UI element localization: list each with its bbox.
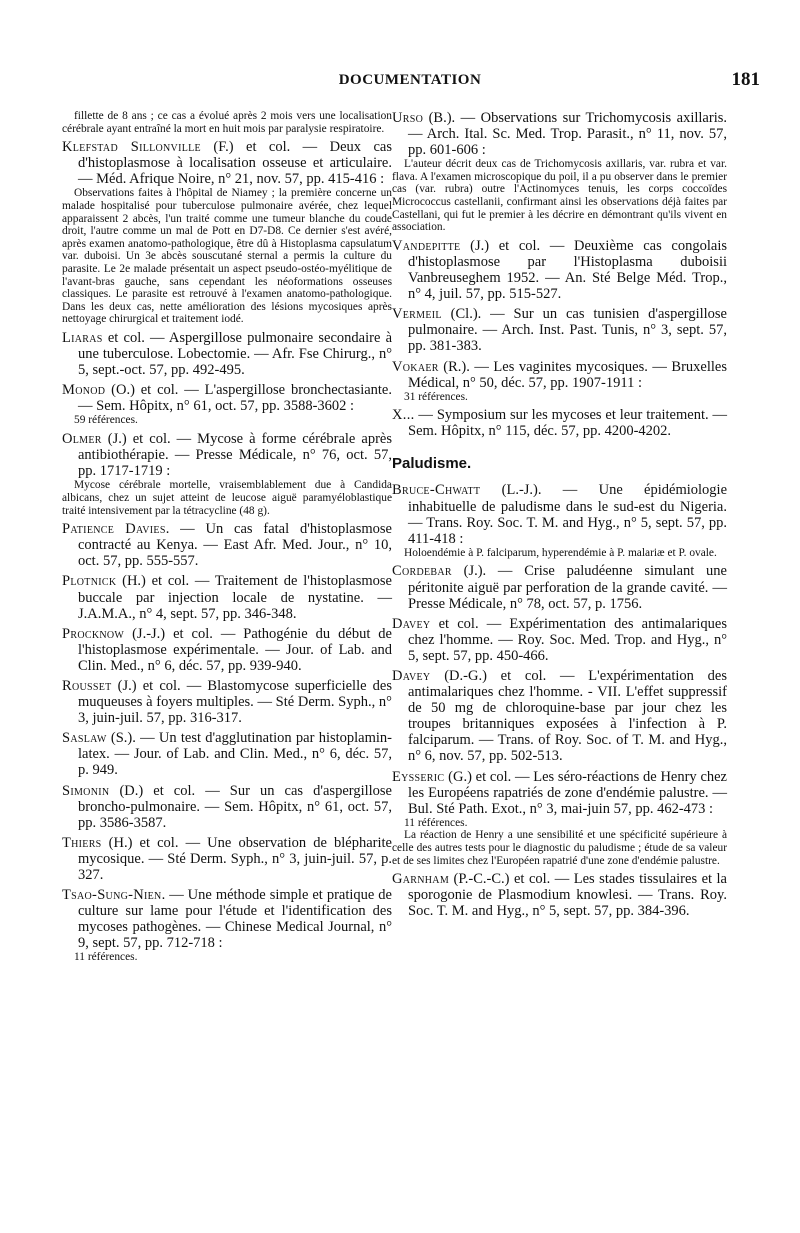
entry-citation [392, 359, 727, 391]
entry-reference-count: 59 références. [74, 414, 138, 427]
section-title: Paludisme. [392, 455, 472, 473]
entry-reference: (L.-J.). — Une épidémiologie inhabituelle de paludisme dans le sud-est du Nigeria. — Trans. Roy. Soc. T. M. and Hyg., n° 5, sept. 57, pp. 411-418 : [408, 482, 727, 547]
entry-reference: (G.) et col. — Les séro-réactions de Henry chez les Européens rapatriés de zone d'endémie palustre. — Bul. Sté Path. Exot., n° 3, mai-juin 57, pp. 462-473 : [408, 768, 727, 817]
entry-author: Procknow [62, 625, 125, 642]
entry-citation [392, 616, 727, 664]
entry-reference: (R.). — Les vaginites mycosiques. — Bruxelles Médical, n° 50, déc. 57, pp. 1907-1911 : [408, 358, 727, 391]
bibliography-entry [392, 306, 727, 354]
bibliography-entry [62, 330, 392, 378]
entry-citation [62, 730, 392, 778]
bibliography-entry [62, 431, 392, 517]
entry-author: Thiers [62, 834, 102, 851]
entry-author: Eysseric [392, 768, 445, 785]
entry-abstract: Observations faites à l'hôpital de Niamey ; la première concerne un malade hospitalisé pour tuberculose pulmonaire avérée, chez lequel apparaissent 2 abcès, l'un traité comme une tumeur blanche du coude droit, l'autre comme un mal de Pott en D7-D8. Ce dernier s'est avéré, après examen anatomo-pathologique, être dû à Histoplasma capsulatum var. duboisi. Un 3e abcès souscutané sternal a permis la culture du parasite. Le 2e malade présentait un aspect pseudo-ostéo-myélitique de l'avant-bras gauche, sans cependant les néoformations osseuses classiques. Le parasite est retrouvé à l'examen anatomo-pathologique. Dans les deux cas, nette amélioration des lésions mycosiques après nettoyage chirurgical et traitement iodé. [62, 187, 392, 326]
entry-author: Liaras [62, 330, 103, 346]
bibliography-entry [392, 238, 727, 302]
entry-citation [62, 678, 392, 726]
bibliography-entry [62, 678, 392, 726]
entry-author: Garnham [392, 871, 450, 888]
entry-citation [62, 783, 392, 831]
bibliography-entry [62, 783, 392, 831]
entry-citation [392, 306, 727, 354]
right-column [392, 110, 727, 924]
entry-reference: (D.-G.) et col. — L'expérimentation des antimalariques chez l'homme. - VII. L'effet suppressif de 50 mg de chloroquine-base par jour chez les troupes britanniques exposées à l'infection à P. falciparum. — Trans. of Roy. Soc. of T. M. and Hyg., n° 6, nov. 57, pp. 502-513. [408, 668, 727, 765]
entry-reference: (J.-J.) et col. — Pathogénie du début de l'histoplasmose expérimentale. — Jour. of Lab. and Clin. Med., n° 6, déc. 57, pp. 939-940. [78, 625, 392, 674]
entry-author: Davey [392, 668, 431, 684]
entry-citation [392, 668, 727, 765]
entry-reference: (J.) et col. — Mycose à forme cérébrale après antibiothérapie. — Presse Médicale, n° 76, oct. 57, pp. 1717-1719 : [78, 431, 392, 480]
entry-author: Klefstad Sillonville [62, 139, 201, 156]
entry-reference: (F.) et col. — Deux cas d'histoplasmose à localisation osseuse et articulaire. — Méd. Afrique Noire, n° 21, nov. 57, pp. 415-416 : [78, 139, 392, 188]
bibliography-entry [62, 573, 392, 621]
entry-reference: (J.). — Crise paludéenne simulant une péritonite aiguë par perforation de la grande cavité. — Presse Médicale, n° 78, oct. 57, p. 1756. [408, 563, 727, 612]
entry-citation [62, 382, 392, 414]
entry-citation [392, 482, 727, 546]
entry-reference: (O.) et col. — L'aspergillose bronchectasiante. — Sem. Hôpitx, n° 61, oct. 57, pp. 3588-3602 : [78, 382, 392, 415]
running-title: DOCUMENTATION [338, 72, 482, 88]
bibliography-entry [62, 382, 392, 427]
entry-citation [62, 626, 392, 674]
entry-reference: . — Un cas fatal d'histoplasmose contracté au Kenya. — East Afr. Med. Jour., n° 10, oct. 57, pp. 555-557. [78, 521, 392, 570]
entry-author: Olmer [62, 431, 102, 448]
bibliography-entry [392, 359, 727, 404]
bibliography-entry [62, 835, 392, 883]
entry-author: X... [392, 407, 415, 424]
entry-author: Monod [62, 382, 106, 399]
bibliography-entry [62, 626, 392, 674]
entry-citation [392, 871, 727, 919]
entry-reference: (H.) et col. — Traitement de l'histoplasmose buccale par injection locale de nystatine. — J.A.M.A., n° 4, sept. 57, pp. 346-348. [78, 573, 392, 622]
entry-citation [62, 330, 392, 378]
page-header [60, 69, 760, 96]
entry-reference: (J.) et col. — Blastomycose superficielle des muqueuses à foyers multiples. — Sté Derm. Syph., n° 3, juin-juil. 57, pp. 316-317. [78, 677, 392, 727]
entry-author: Vandepitte [392, 237, 461, 254]
bibliography-entry [62, 887, 392, 964]
entry-citation [62, 835, 392, 883]
entry-reference: . — Une méthode simple et pratique de culture sur lame pour l'étude et l'identification des mycoses pathogènes. — Chinese Medical Journal, n° 9, sept. 57, pp. 712-718 : [78, 887, 392, 952]
entry-author: Vokaer [392, 358, 439, 375]
entry-author: Saslaw [62, 730, 107, 747]
bibliography-entry [392, 407, 727, 439]
left-column [62, 110, 392, 968]
bibliography-entry [62, 521, 392, 569]
entry-abstract: La réaction de Henry a une sensibilité et une spécificité supérieure à celle des autres tests pour le diagnostic du paludisme ; étude de sa valeur et de ses limites chez l'Européen rapatrié d'une zone d'endémie palustre. [392, 829, 727, 867]
entry-continuation: fillette de 8 ans ; ce cas a évolué après 2 mois vers une localisation cérébrale ayant entraîné la mort en huit mois par paralysie respiratoire. [62, 110, 392, 135]
entry-author: Rousset [62, 677, 112, 694]
entry-reference: et col. — Aspergillose pulmonaire secondaire à une tuberculose. Lobectomie. — Afr. Fse Chirurg., n° 5, sept.-oct. 57, pp. 492-495. [78, 330, 392, 379]
entry-reference: (P.-C.-C.) et col. — Les stades tissulaires et la sporogonie de Plasmodium knowlesi. — Trans. Roy. Soc. T. M. and Hyg., n° 5, sept. 57, pp. 384-396. [408, 871, 727, 920]
bibliography-entry [392, 871, 727, 919]
entry-reference: (S.). — Un test d'agglutination par histoplamin-latex. — Jour. of Lab. and Clin. Med., n° 6, déc. 57, p. 949. [78, 730, 392, 779]
entry-citation [62, 139, 392, 187]
entry-author: Tsao-Sung-Nien [62, 887, 162, 904]
entry-reference-count: 11 références. [74, 951, 138, 964]
entry-citation [392, 238, 727, 302]
entry-author: Plotnick [62, 573, 117, 590]
bibliography-entry [392, 769, 727, 868]
entry-author: Bruce-Chwatt [392, 482, 481, 499]
bibliography-entry [392, 482, 727, 559]
entry-abstract: Holoendémie à P. falciparum, hyperendémie à P. malariæ et P. ovale. [404, 546, 717, 559]
bibliography-entry [62, 730, 392, 778]
entry-reference: — Symposium sur les mycoses et leur traitement. — Sem. Hôpitx, n° 115, déc. 57, pp. 4200-4202. [408, 407, 727, 440]
entry-citation [392, 110, 727, 158]
entry-author: Vermeil [392, 306, 442, 323]
entry-reference: (D.) et col. — Sur un cas d'aspergillose broncho-pulmonaire. — Sem. Hôpitx, n° 61, oct. 57, pp. 3586-3587. [78, 782, 392, 831]
entry-citation [392, 563, 727, 611]
entry-citation [62, 573, 392, 621]
bibliography-entry [392, 668, 727, 765]
bibliography-entry [392, 616, 727, 664]
entry-citation [62, 887, 392, 951]
entry-citation [392, 769, 727, 817]
entry-reference: (Cl.). — Sur un cas tunisien d'aspergillose pulmonaire. — Arch. Inst. Past. Tunis, n° 3, sept. 57, pp. 381-383. [408, 306, 727, 355]
entry-citation [62, 521, 392, 569]
bibliography-entry [62, 139, 392, 326]
entry-author: Patience Davies [62, 521, 166, 538]
entry-reference: (J.) et col. — Deuxième cas congolais d'histoplasmose par l'Histoplasma duboisii Vanbreuseghem 1952. — An. Sté Belge Méd. Trop., n° 4, juil. 57, pp. 515-527. [408, 237, 727, 303]
entry-reference: (H.) et col. — Une observation de blépharite mycosique. — Sté Derm. Syph., n° 3, juin-juil. 57, p. 327. [78, 834, 392, 883]
entry-author: Urso [392, 110, 424, 126]
bibliography-entry [62, 110, 392, 135]
entry-reference: (B.). — Observations sur Trichomycosis axillaris. — Arch. Ital. Sc. Med. Trop. Parasit., n° 11, nov. 57, pp. 601-606 : [408, 110, 727, 159]
entry-author: Cordebar [392, 563, 452, 580]
entry-citation [392, 407, 727, 439]
entry-abstract: Mycose cérébrale mortelle, vraisemblablement due à Candida albicans, chez un sujet atteint de leucose aiguë paramyéloblastique traité intensivement par la tétracycline (48 g). [62, 479, 392, 517]
page-number: 181 [731, 69, 760, 90]
entry-author: Davey [392, 615, 431, 632]
entry-reference-count: 11 références. [404, 816, 468, 829]
entry-abstract: L'auteur décrit deux cas de Trichomycosis axillaris, var. rubra et var. flava. A l'examen microscopique du poil, il a pu observer dans le premier cas (var. rubra) outre l'Actinomyces tenuis, les corps coccoïdes Micrococcus castellanii, confirmant ainsi les observations déjà faites par Castellani, qui fut le premier à les décrire en démontrant qu'ils vivent en association. [392, 158, 727, 234]
entry-citation [62, 431, 392, 479]
entry-reference: et col. — Expérimentation des antimalariques chez l'homme. — Roy. Soc. Med. Trop. and Hyg., n° 5, sept. 57, pp. 450-466. [408, 615, 727, 664]
bibliography-entry [392, 563, 727, 611]
bibliography-entry [392, 110, 727, 234]
entry-reference-count: 31 références. [404, 390, 468, 403]
entry-author: Simonin [62, 782, 110, 799]
